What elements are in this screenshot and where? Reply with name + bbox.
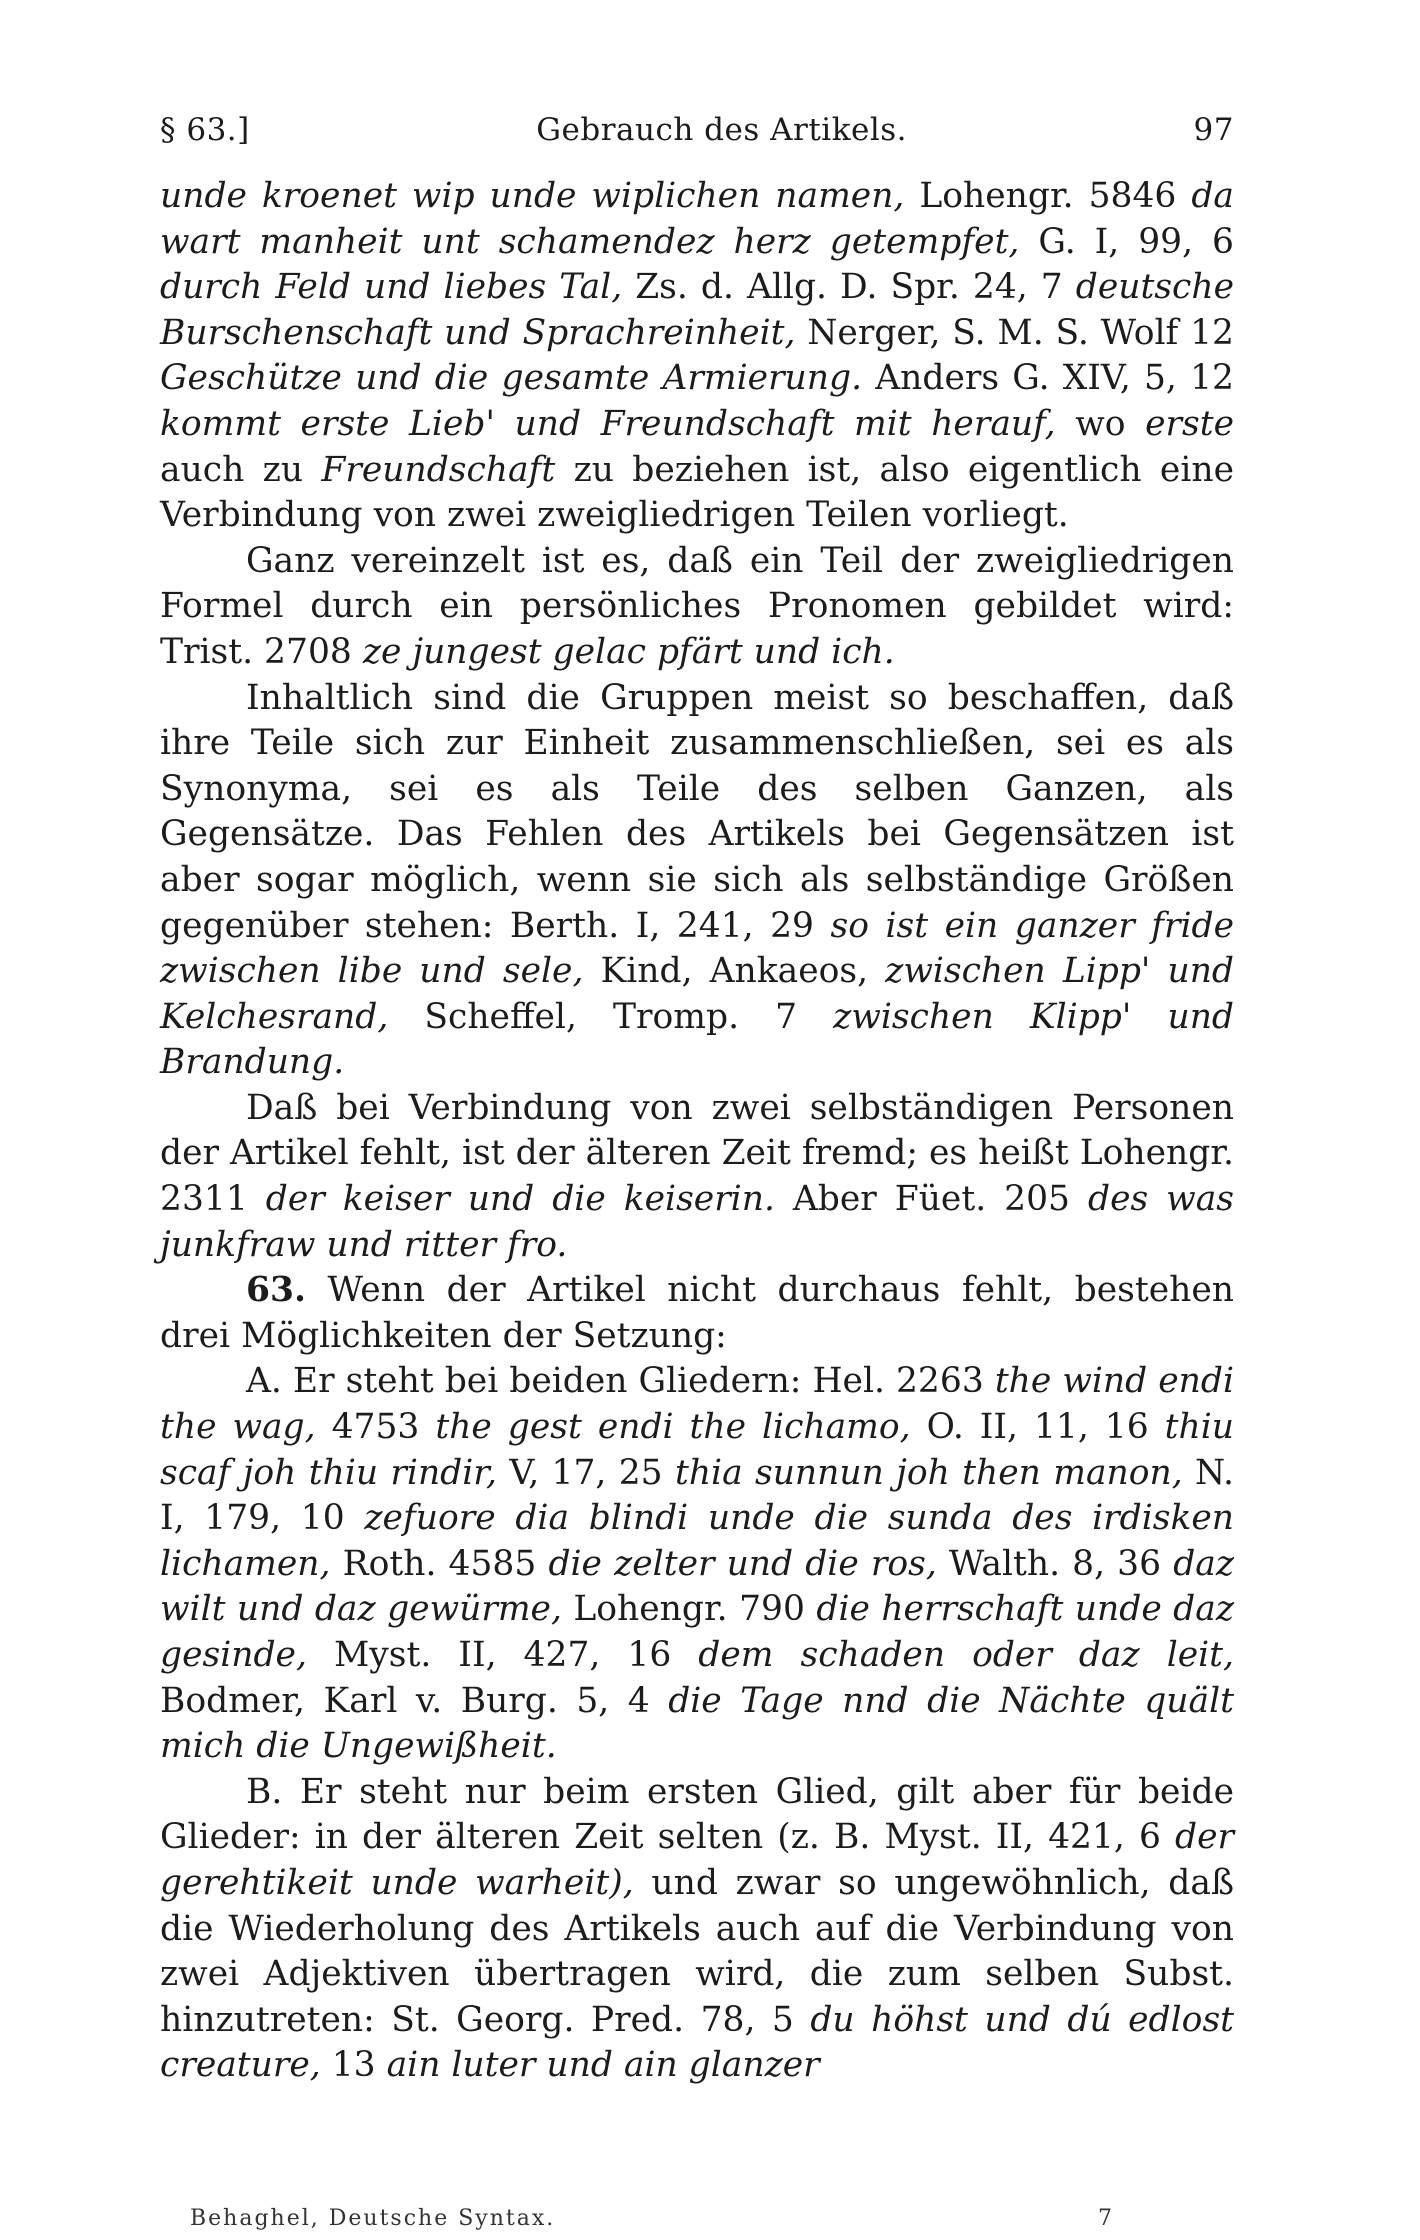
quoted-example: ain luter und ain glanzer bbox=[386, 2045, 820, 2086]
quoted-example: deutsche Burschenschaft und Sprachreinheit, bbox=[160, 267, 1234, 353]
quoted-example: der keiser und die keiserin. bbox=[265, 1179, 775, 1220]
paragraph bbox=[160, 676, 1234, 1086]
quoted-example: die Tage nnd die Nächte quält mich die Ungewißheit. bbox=[160, 1680, 1234, 1767]
text-run: Lohengr. 790 bbox=[561, 1589, 817, 1630]
text-run: V, 17, 25 bbox=[496, 1452, 675, 1493]
text-run: Scheffel, Tromp. 7 bbox=[388, 996, 834, 1037]
section-number: 63. bbox=[246, 1270, 307, 1311]
text-run: Inhaltlich sind die Gruppen meist so beschaffen, daß ihre Teile sich zur Einheit zusammenschließen, sei es als Synonyma, sei es als Teile des selben Ganzen, als Gegensätze. Das Fehlen des Artikels bei Gegensätzen ist aber sogar möglich, wenn sie sich als selbständige Größen gegenüber stehen: Berth. I, 241, 29 bbox=[160, 677, 1234, 946]
quoted-example: die zelter und die ros, bbox=[548, 1543, 937, 1584]
text-run: A. Er steht bei beiden Gliedern: Hel. 2263 bbox=[246, 1361, 995, 1402]
text-run: Nerger, S. M. S. Wolf 12 bbox=[795, 312, 1234, 353]
text-run: auch zu bbox=[160, 449, 322, 490]
text-run: Zs. d. Allg. D. Spr. 24, 7 bbox=[622, 267, 1076, 308]
text-run: Daß bei Verbindung von zwei selbständigen Personen der Artikel fehlt, ist der älteren Zeit fremd; es heißt Lohengr. 2311 bbox=[160, 1087, 1234, 1220]
quoted-example: da wart manheit unt schamendez herz getempfet, bbox=[160, 176, 1234, 262]
quoted-example: Geschütze und die gesamte Armierung. bbox=[160, 358, 863, 399]
quoted-example: des was junkfraw und ritter fro. bbox=[160, 1179, 1234, 1265]
text-run: 4753 bbox=[315, 1407, 436, 1448]
quoted-example: dem schaden oder daz leit, bbox=[698, 1635, 1235, 1675]
quoted-example: so ist ein ganzer fride zwischen libe und sele, bbox=[160, 905, 1235, 992]
quoted-example: der gerehtikeit unde warheit), bbox=[160, 1817, 1234, 1903]
header-section: § 63.] bbox=[160, 112, 250, 148]
page-number: 97 bbox=[1193, 112, 1234, 148]
quoted-example: kommt erste Lieb' und Freundschaft mit herauf, bbox=[160, 403, 1056, 444]
quoted-example: zwischen Klipp' und Brandung. bbox=[160, 996, 1234, 1083]
text-run: Ganz vereinzelt ist es, daß ein Teil der zweigliedrigen Formel durch ein persönliches Pronomen gebildet wird: Trist. 2708 bbox=[160, 540, 1234, 672]
text-run: wo bbox=[1055, 403, 1146, 444]
paragraph bbox=[160, 174, 1234, 539]
quoted-example: zwischen Lipp' und Kelchesrand, bbox=[160, 951, 1234, 1037]
text-run: Roth. 4585 bbox=[330, 1543, 549, 1584]
text-run: Aber Füet. 205 bbox=[774, 1179, 1088, 1220]
footer-sheet-number: 7 bbox=[1098, 2206, 1114, 2231]
text-run: Myst. II, 427, 16 bbox=[306, 1635, 699, 1675]
text-run: Anders G. XIV, 5, 12 bbox=[862, 358, 1234, 399]
quoted-example: daz wilt und daz gewürme, bbox=[160, 1543, 1235, 1630]
page-footer bbox=[190, 2206, 1114, 2231]
paragraph bbox=[160, 1268, 1234, 1359]
text-run: Lohengr. 5846 bbox=[904, 176, 1192, 216]
quoted-example: zefuore dia blindi unde die sunda des irdisken lichamen, bbox=[160, 1498, 1234, 1584]
text-run: O. II, 11, 16 bbox=[910, 1407, 1165, 1448]
quoted-example: Freundschaft bbox=[321, 449, 556, 490]
paragraph bbox=[160, 1770, 1234, 2089]
text-run: Kind, Ankaeos, bbox=[583, 951, 886, 992]
text-run: N. I, 179, 10 bbox=[160, 1452, 1234, 1539]
book-page bbox=[160, 112, 1234, 2089]
body-text bbox=[160, 174, 1234, 2089]
text-run: G. I, 99, 6 bbox=[1019, 221, 1235, 262]
quoted-example: ze jungest gelac pfärt und ich. bbox=[362, 631, 895, 672]
text-run: Bodmer, Karl v. Burg. 5, 4 bbox=[160, 1680, 669, 1721]
text-run: B. Er steht nur beim ersten Glied, gilt aber für beide Glieder: in der älteren Zeit selten (z. B. Myst. II, 421, 6 bbox=[160, 1771, 1234, 1858]
text-run: Wenn der Artikel nicht durchaus fehlt, bestehen drei Möglichkeiten der Setzung: bbox=[160, 1270, 1234, 1356]
quoted-example: erste bbox=[1145, 403, 1234, 444]
quoted-example: the wind endi the wag, bbox=[160, 1361, 1234, 1448]
quoted-example: the gest endi the lichamo, bbox=[435, 1407, 911, 1448]
paragraph bbox=[160, 539, 1234, 676]
header-title: Gebrauch des Artikels. bbox=[536, 112, 908, 148]
quoted-example: unde kroenet wip unde wiplichen namen, bbox=[160, 176, 905, 216]
text-run: zu beziehen ist, also eigentlich eine Verbindung von zwei zweigliedrigen Teilen vorliegt. bbox=[160, 449, 1234, 536]
footer-signature: Behaghel, Deutsche Syntax. bbox=[190, 2206, 556, 2231]
quoted-example: thiu scaf joh thiu rindir, bbox=[160, 1407, 1234, 1493]
quoted-example: thia sunnun joh then manon, bbox=[674, 1452, 1183, 1493]
paragraph bbox=[160, 1086, 1234, 1268]
running-header bbox=[160, 112, 1234, 148]
paragraph bbox=[160, 1359, 1234, 1769]
quoted-example: die herrschaft unde daz gesinde, bbox=[160, 1589, 1235, 1675]
text-run: 13 bbox=[320, 2045, 387, 2086]
text-run: und zwar so ungewöhnlich, daß die Wiederholung des Artikels auch auf die Verbindung von zwei Adjektiven übertragen wird, die zum selben Subst. hinzutreten: St. Georg. Pred. 78, 5 bbox=[160, 1862, 1234, 2040]
quoted-example: durch Feld und liebes Tal, bbox=[160, 267, 623, 308]
quoted-example: du höhst und dú edlost creature, bbox=[160, 1999, 1235, 2086]
text-run: Walth. 8, 36 bbox=[936, 1543, 1174, 1584]
